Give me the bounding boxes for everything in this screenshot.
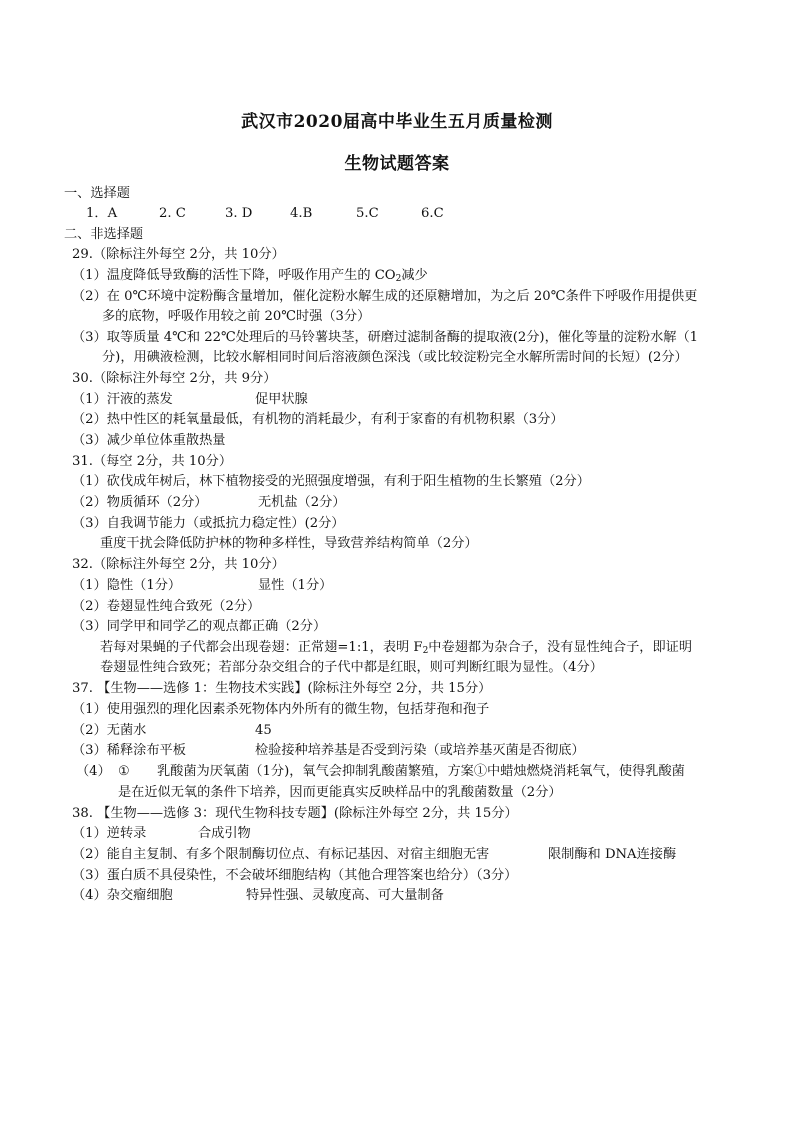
- q31-answer-3b: 重度干扰会降低防护林的物种多样性，导致营养结构简单（2分）: [100, 536, 478, 551]
- q30-header: 30.（除标注外每空 2分，共 9分）: [72, 371, 277, 386]
- q31-answer-1: （1）砍伐成年树后，林下植物接受的光照强度增强，有利于阳生植物的生长繁殖（2分）: [72, 474, 590, 489]
- q37-answer-4-line-1: 乳酸菌为厌氧菌（1分)，氧气会抑制乳酸菌繁殖，方案①中蜡烛燃烧消耗氧气，使得乳酸菌: [157, 764, 685, 779]
- q32-answer-1b: 显性（1分）: [258, 578, 333, 593]
- q37-answer-4-line-2: 是在近似无氧的条件下培养，因而更能真实反映样品中的乳酸菌数量（2分）: [118, 785, 562, 800]
- q29-header: 29.（除标注外每空 2分，共 10分）: [72, 247, 285, 262]
- q29-answer-2-line-1: （2）在 0℃环境中淀粉酶含量增加，催化淀粉水解生成的还原糖增加，为之后 20℃条件下呼吸作用提供更: [72, 289, 698, 304]
- q31-answer-3: （3）自我调节能力（或抵抗力稳定性）(2分）: [72, 516, 345, 531]
- q30-answer-1b: 促甲状腺: [255, 392, 308, 407]
- q38-header: 38. 【生物——选修 3：现代生物科技专题】(除标注外每空 2分，共 15分）: [72, 806, 518, 821]
- choice-answer-4: 4.B: [290, 206, 313, 221]
- q37-answer-3b: 检验接种培养基是否受到污染（或培养基灭菌是否彻底）: [255, 743, 585, 758]
- q37-answer-2a: （2）无菌水: [72, 723, 147, 738]
- q32-answer-3-line-3: 卷翅显性纯合致死；若部分杂交组合的子代中都是红眼，则可判断红眼为显性。（4分）: [100, 660, 603, 675]
- q37-answer-2b: 45: [255, 723, 272, 738]
- q38-answer-4b: 特异性强、灵敏度高、可大量制备: [246, 888, 444, 903]
- q32-header: 32.（除标注外每空 2分，共 10分）: [72, 557, 285, 572]
- q31-answer-2b: 无机盐（2分）: [258, 495, 346, 510]
- q32-answer-3-line-2: 若每对果蝇的子代都会出现卷翅：正常翅=1:1，表明 $F_2$中卷翅都为杂合子，没有显性纯合子，即证明: [100, 640, 693, 656]
- q37-answer-4-circled: ①: [118, 764, 130, 779]
- choice-answer-5: 5.C: [356, 206, 379, 221]
- q29-answer-1: （1）温度降低导致酶的活性下降，呼吸作用产生的 $CO_2$减少: [72, 268, 428, 284]
- choice-answer-3: 3. D: [225, 206, 253, 221]
- page-subtitle: 生物试题答案: [344, 154, 450, 174]
- q29-answer-3-line-1: （3）取等质量 4℃和 22℃处理后的马铃薯块茎，研磨过滤制备酶的提取液(2分)，催化等量的淀粉水解（1: [72, 330, 699, 345]
- q31-header: 31.（每空 2分，共 10分）: [72, 454, 233, 469]
- q30-answer-2: （2）热中性区的耗氧量最低，有机物的消耗最少，有利于家畜的有机物积累（3分）: [72, 412, 564, 427]
- q38-answer-1b: 合成引物: [198, 826, 251, 841]
- q29-answer-2-line-2: 多的底物，呼吸作用较之前 20℃时强（3分）: [102, 309, 371, 324]
- q38-answer-2b: 限制酶和 DNA连接酶: [548, 847, 677, 862]
- q31-answer-2a: （2）物质循环（2分）: [72, 495, 208, 510]
- q38-answer-2a: （2）能自主复制、有多个限制酶切位点、有标记基因、对宿主细胞无害: [72, 847, 490, 862]
- q37-header: 37. 【生物——选修 1：生物技术实践】(除标注外每空 2分，共 15分）: [72, 681, 492, 696]
- choice-answer-6: 6.C: [421, 206, 444, 221]
- q30-answer-1a: （1）汗液的蒸发: [72, 392, 173, 407]
- q38-answer-4a: （4）杂交瘤细胞: [72, 888, 173, 903]
- q32-answer-3: （3）同学甲和同学乙的观点都正确（2分）: [72, 619, 327, 634]
- q37-answer-4-number: （4）: [76, 764, 111, 779]
- section-nonchoice-header: 二、非选择题: [64, 227, 144, 242]
- q32-answer-2: （2）卷翅显性纯合致死（2分）: [72, 599, 261, 614]
- choice-answer-2: 2. C: [159, 206, 186, 221]
- q32-answer-1a: （1）隐性（1分）: [72, 578, 182, 593]
- q37-answer-1: （1）使用强烈的理化因素杀死物体内外所有的微生物，包括芽孢和孢子: [72, 702, 490, 717]
- q37-answer-3a: （3）稀释涂布平板: [72, 743, 186, 758]
- page-title: 武汉市2020届高中毕业生五月质量检测: [241, 112, 553, 132]
- choice-answer-1: 1．A: [86, 206, 118, 221]
- q30-answer-3: （3）减少单位体重散热量: [72, 433, 226, 448]
- q38-answer-1a: （1）逆转录: [72, 826, 147, 841]
- q29-answer-3-line-2: 分)，用碘液检测，比较水解相同时间后溶液颜色深浅（或比较淀粉完全水解所需时间的长短）(2分）: [102, 350, 688, 365]
- q38-answer-3: （3）蛋白质不具侵染性，不会破坏细胞结构（其他合理答案也给分）（3分）: [72, 868, 518, 883]
- section-choice-header: 一、选择题: [64, 186, 130, 201]
